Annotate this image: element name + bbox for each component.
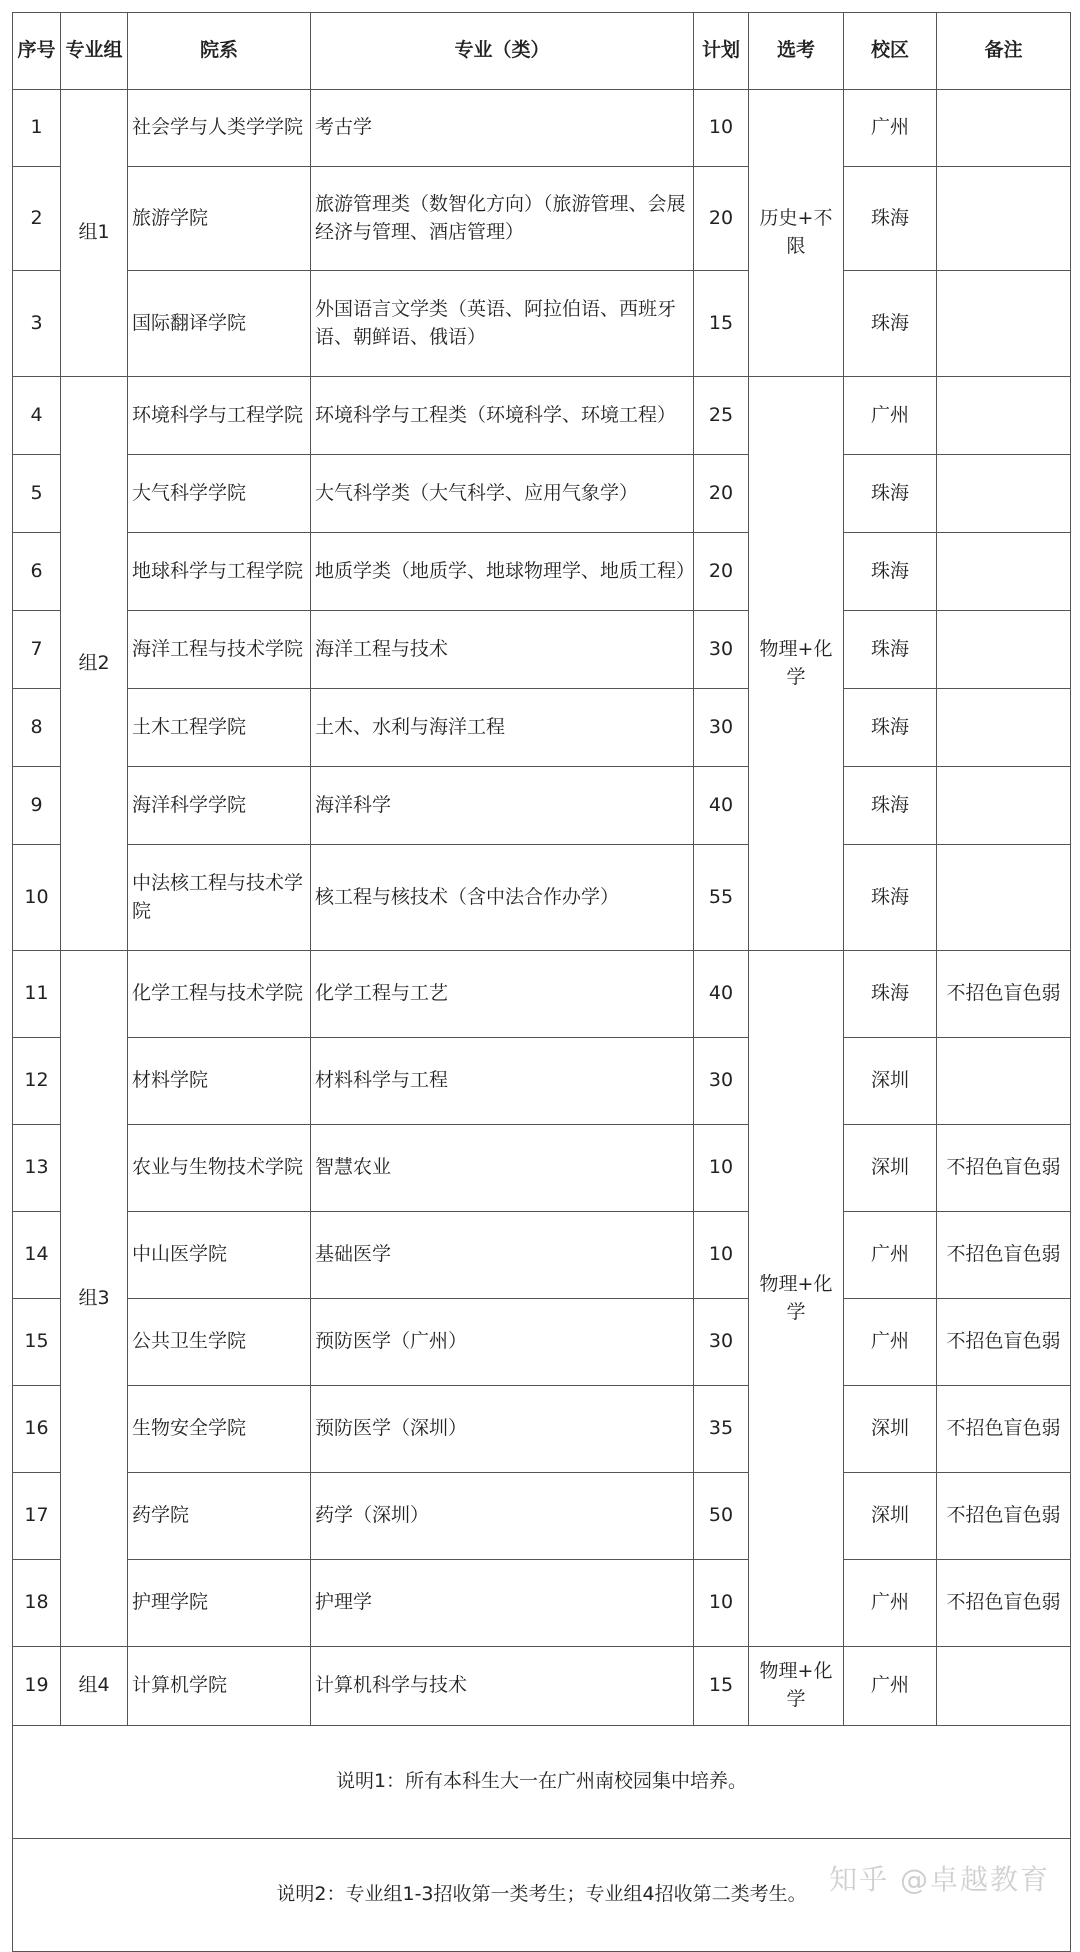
header-subject: 选考 [749,13,844,90]
note-cell [937,167,1071,271]
dept-cell: 海洋工程与技术学院 [128,611,311,689]
plan-cell: 40 [694,951,749,1038]
dept-cell: 环境科学与工程学院 [128,377,311,455]
campus-cell: 广州 [844,377,937,455]
note-2: 说明2：专业组1-3招收第一类考生；专业组4招收第二类考生。 [13,1839,1071,1952]
dept-cell: 计算机学院 [128,1647,311,1726]
campus-cell: 广州 [844,90,937,167]
major-cell: 智慧农业 [311,1125,694,1212]
row-no: 10 [13,845,61,951]
header-note: 备注 [937,13,1071,90]
note-cell: 不招色盲色弱 [937,1212,1071,1299]
table-row [13,1560,1071,1647]
major-cell: 大气科学类（大气科学、应用气象学） [311,455,694,533]
major-cell: 旅游管理类（数智化方向）（旅游管理、会展经济与管理、酒店管理） [311,167,694,271]
plan-cell: 10 [694,1212,749,1299]
group-cell: 组2 [61,377,128,951]
note-cell [937,377,1071,455]
note-cell [937,767,1071,845]
row-no: 1 [13,90,61,167]
major-cell: 核工程与核技术（含中法合作办学） [311,845,694,951]
plan-cell: 20 [694,455,749,533]
plan-cell: 30 [694,1038,749,1125]
dept-cell: 社会学与人类学学院 [128,90,311,167]
dept-cell: 中法核工程与技术学院 [128,845,311,951]
dept-cell: 农业与生物技术学院 [128,1125,311,1212]
row-no: 2 [13,167,61,271]
dept-cell: 国际翻译学院 [128,271,311,377]
header-dept: 院系 [128,13,311,90]
dept-cell: 药学院 [128,1473,311,1560]
campus-cell: 深圳 [844,1125,937,1212]
note-row [13,1726,1071,1839]
plan-cell: 55 [694,845,749,951]
campus-cell: 珠海 [844,455,937,533]
dept-cell: 化学工程与技术学院 [128,951,311,1038]
major-cell: 计算机科学与技术 [311,1647,694,1726]
major-cell: 护理学 [311,1560,694,1647]
note-cell [937,1038,1071,1125]
row-no: 4 [13,377,61,455]
plan-cell: 20 [694,167,749,271]
campus-cell: 珠海 [844,951,937,1038]
watermark: 知乎 @卓越教育 [829,1863,1050,1896]
subject-cell: 物理+化学 [749,377,844,951]
dept-cell: 护理学院 [128,1560,311,1647]
row-no: 7 [13,611,61,689]
major-cell: 考古学 [311,90,694,167]
dept-cell: 中山医学院 [128,1212,311,1299]
dept-cell: 材料学院 [128,1038,311,1125]
plan-cell: 15 [694,271,749,377]
note-cell: 不招色盲色弱 [937,1125,1071,1212]
note-cell [937,689,1071,767]
row-no: 9 [13,767,61,845]
major-cell: 环境科学与工程类（环境科学、环境工程） [311,377,694,455]
major-cell: 材料科学与工程 [311,1038,694,1125]
group-cell: 组4 [61,1647,128,1726]
campus-cell: 珠海 [844,767,937,845]
row-no: 11 [13,951,61,1038]
major-cell: 外国语言文学类（英语、阿拉伯语、西班牙语、朝鲜语、俄语） [311,271,694,377]
dept-cell: 公共卫生学院 [128,1299,311,1386]
subject-cell: 物理+化学 [749,1647,844,1726]
note-cell [937,271,1071,377]
note-cell [937,90,1071,167]
note-cell [937,533,1071,611]
note-cell [937,611,1071,689]
major-cell: 化学工程与工艺 [311,951,694,1038]
header-group: 专业组 [61,13,128,90]
table-row [13,1299,1071,1386]
group-cell: 组3 [61,951,128,1647]
major-cell: 土木、水利与海洋工程 [311,689,694,767]
major-cell: 药学（深圳） [311,1473,694,1560]
table-row [13,689,1071,767]
campus-cell: 广州 [844,1212,937,1299]
table-row [13,951,1071,1038]
major-cell: 预防医学（广州） [311,1299,694,1386]
table-row [13,1647,1071,1726]
dept-cell: 大气科学学院 [128,455,311,533]
dept-cell: 地球科学与工程学院 [128,533,311,611]
campus-cell: 珠海 [844,533,937,611]
row-no: 18 [13,1560,61,1647]
table-row [13,455,1071,533]
note-cell: 不招色盲色弱 [937,1386,1071,1473]
header-no: 序号 [13,13,61,90]
campus-cell: 珠海 [844,271,937,377]
row-no: 16 [13,1386,61,1473]
note-cell [937,845,1071,951]
admission-plan-table [12,12,1071,1952]
plan-cell: 20 [694,533,749,611]
campus-cell: 广州 [844,1647,937,1726]
plan-cell: 10 [694,90,749,167]
plan-cell: 15 [694,1647,749,1726]
row-no: 13 [13,1125,61,1212]
major-cell: 预防医学（深圳） [311,1386,694,1473]
row-no: 5 [13,455,61,533]
major-cell: 海洋科学 [311,767,694,845]
plan-cell: 25 [694,377,749,455]
campus-cell: 深圳 [844,1386,937,1473]
note-cell: 不招色盲色弱 [937,1473,1071,1560]
major-cell: 基础医学 [311,1212,694,1299]
subject-cell: 历史+不限 [749,90,844,377]
table-row [13,611,1071,689]
campus-cell: 珠海 [844,845,937,951]
subject-cell: 物理+化学 [749,951,844,1647]
table-row [13,1038,1071,1125]
plan-cell: 30 [694,611,749,689]
table-row [13,1125,1071,1212]
major-cell: 海洋工程与技术 [311,611,694,689]
header-major: 专业（类） [311,13,694,90]
table-row [13,845,1071,951]
group-cell: 组1 [61,90,128,377]
table-row [13,271,1071,377]
major-cell: 地质学类（地质学、地球物理学、地质工程） [311,533,694,611]
table-row [13,533,1071,611]
row-no: 14 [13,1212,61,1299]
header-row [13,13,1071,90]
header-plan: 计划 [694,13,749,90]
row-no: 15 [13,1299,61,1386]
campus-cell: 深圳 [844,1038,937,1125]
note-cell: 不招色盲色弱 [937,1299,1071,1386]
table-row [13,377,1071,455]
plan-cell: 40 [694,767,749,845]
note-cell: 不招色盲色弱 [937,1560,1071,1647]
table-row [13,767,1071,845]
campus-cell: 广州 [844,1560,937,1647]
table-row [13,1386,1071,1473]
campus-cell: 珠海 [844,689,937,767]
note-cell [937,455,1071,533]
plan-cell: 30 [694,1299,749,1386]
dept-cell: 海洋科学学院 [128,767,311,845]
row-no: 3 [13,271,61,377]
row-no: 12 [13,1038,61,1125]
campus-cell: 深圳 [844,1473,937,1560]
campus-cell: 珠海 [844,611,937,689]
dept-cell: 旅游学院 [128,167,311,271]
plan-cell: 35 [694,1386,749,1473]
plan-cell: 10 [694,1560,749,1647]
row-no: 8 [13,689,61,767]
row-no: 19 [13,1647,61,1726]
table-row [13,167,1071,271]
table-row [13,1473,1071,1560]
plan-cell: 50 [694,1473,749,1560]
dept-cell: 生物安全学院 [128,1386,311,1473]
table-row [13,1212,1071,1299]
plan-cell: 30 [694,689,749,767]
note-cell: 不招色盲色弱 [937,951,1071,1038]
row-no: 6 [13,533,61,611]
plan-cell: 10 [694,1125,749,1212]
row-no: 17 [13,1473,61,1560]
note-1: 说明1：所有本科生大一在广州南校园集中培养。 [13,1726,1071,1839]
dept-cell: 土木工程学院 [128,689,311,767]
table-row [13,90,1071,167]
campus-cell: 珠海 [844,167,937,271]
note-cell [937,1647,1071,1726]
campus-cell: 广州 [844,1299,937,1386]
header-campus: 校区 [844,13,937,90]
